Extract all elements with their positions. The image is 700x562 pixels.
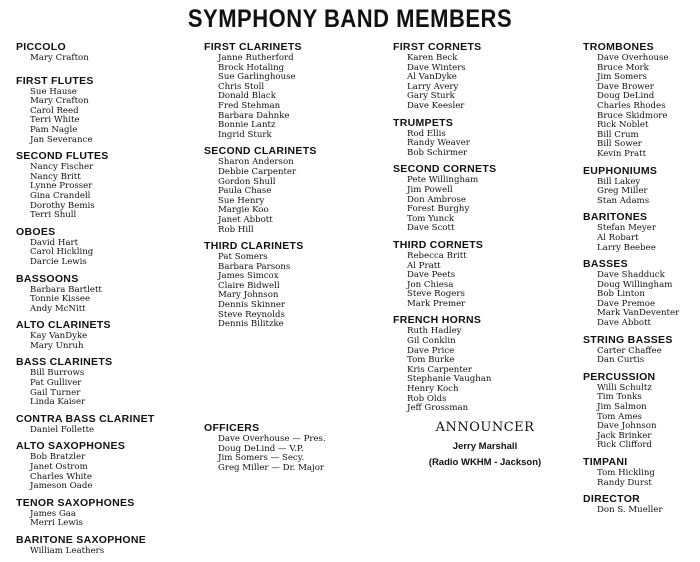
instrument-section	[583, 211, 698, 253]
member-name: Mark VanDeventer	[597, 308, 680, 319]
member-list	[583, 224, 698, 253]
instrument-section	[393, 163, 578, 234]
section-heading: FIRST CLARINETS	[204, 41, 302, 53]
member-name: Bill Sower	[597, 139, 642, 150]
member-name: Jim Somers	[597, 72, 647, 83]
member-name: Donald Black	[218, 91, 276, 102]
member-name: Charles Rhodes	[597, 100, 666, 111]
officers-section	[204, 422, 404, 473]
member-name: Steve Rogers	[407, 289, 465, 300]
section-heading: ALTO CLARINETS	[16, 319, 111, 332]
member-list	[16, 426, 196, 436]
member-name: Margie Koo	[218, 205, 269, 216]
section-heading: BARITONES	[583, 211, 648, 224]
instrument-section	[583, 165, 698, 207]
member-name: Tom Ames	[597, 411, 642, 422]
section-heading: PERCUSSION	[583, 370, 656, 383]
member-name: Bonnie Lantz	[218, 120, 276, 131]
instrument-section	[16, 319, 196, 351]
column-1	[16, 41, 196, 562]
member-name: Brock Hotaling	[218, 62, 285, 73]
member-name: Jameson Oade	[30, 481, 93, 492]
member-name: Paula Chase	[218, 186, 272, 197]
member-name: Jan Severance	[30, 134, 93, 145]
member-name: Gary Sturk	[407, 91, 455, 102]
member-list	[393, 54, 578, 112]
member-name: Kris Carpenter	[407, 364, 472, 375]
member-name: Janet Ostrom	[30, 462, 88, 473]
member-name: Bruce Mork	[597, 62, 649, 73]
member-name: Forest Burghy	[407, 204, 470, 215]
member-name: Don S. Mueller	[597, 505, 663, 516]
section-heading: BARITONE SAXOPHONE	[16, 534, 147, 546]
member-name: Dave Overhouse	[597, 53, 669, 63]
member-name: Karen Beck	[407, 53, 458, 63]
member-name: Dave Brower	[597, 81, 654, 92]
member-name: Rick Clifford	[597, 440, 652, 451]
member-list	[393, 176, 578, 234]
member-list	[583, 384, 698, 451]
member-list	[16, 163, 196, 221]
member-list	[393, 252, 578, 310]
section-heading: TENOR SAXOPHONES	[16, 496, 135, 509]
member-list	[204, 54, 389, 140]
member-name: Sue Henry	[218, 195, 265, 206]
member-list	[16, 510, 196, 529]
officer-name: Greg Miller — Dr. Major	[218, 462, 324, 473]
member-name: Tonnie Kissee	[30, 294, 91, 305]
instrument-section	[16, 356, 196, 407]
instrument-section	[204, 240, 389, 330]
member-name: Pat Gulliver	[30, 378, 82, 389]
member-name: Charles White	[30, 471, 92, 482]
member-name: Dave Abbott	[597, 318, 651, 329]
officer-list	[204, 435, 404, 473]
member-name: Don Ambrose	[407, 194, 466, 205]
section-heading: SECOND FLUTES	[16, 150, 109, 163]
member-list	[16, 453, 196, 491]
member-name: Tim Tonks	[597, 392, 642, 403]
member-name: David Hart	[30, 237, 79, 248]
member-name: Tom Yunck	[407, 213, 455, 224]
member-name: Carol Reed	[30, 105, 79, 116]
member-name: Linda Kaiser	[30, 397, 86, 408]
member-name: Mary Unruh	[30, 340, 84, 351]
section-heading: BASS CLARINETS	[16, 356, 113, 369]
member-name: Kay VanDyke	[30, 331, 88, 342]
member-name: Dave Shadduck	[597, 270, 665, 281]
member-name: Nancy Britt	[30, 171, 81, 182]
member-name: Dennis Skinner	[218, 300, 286, 311]
member-list	[16, 332, 196, 351]
member-name: Jim Powell	[407, 184, 453, 195]
member-name: Dave Peets	[407, 270, 456, 281]
member-name: Gina Crandell	[30, 190, 91, 201]
member-list	[16, 286, 196, 315]
member-name: Dave Price	[407, 345, 455, 356]
section-heading: OBOES	[16, 225, 56, 238]
member-name: Lynne Prosser	[30, 181, 93, 192]
member-name: Nancy Fischer	[30, 162, 94, 173]
member-name: Stefan Meyer	[597, 223, 656, 234]
section-heading: OFFICERS	[204, 422, 260, 434]
section-heading: FRENCH HORNS	[393, 314, 482, 327]
instrument-section	[393, 117, 578, 159]
section-heading: CONTRA BASS CLARINET	[16, 412, 155, 425]
section-heading: FIRST CORNETS	[393, 41, 482, 53]
member-name: Jeff Grossman	[407, 403, 469, 414]
member-name: Bill Crum	[597, 129, 639, 140]
member-name: Daniel Follette	[30, 424, 95, 435]
member-name: Larry Avery	[407, 81, 459, 92]
instrument-section	[16, 75, 196, 146]
member-name: Mary Crafton	[30, 96, 89, 107]
instrument-section	[204, 41, 389, 140]
instrument-section	[393, 41, 578, 112]
member-name: Rob Hill	[218, 224, 254, 235]
section-heading: TRUMPETS	[393, 116, 454, 129]
section-heading: THIRD CLARINETS	[204, 240, 304, 253]
column-4	[583, 41, 698, 521]
member-list	[16, 88, 196, 146]
member-name: Carol Hickling	[30, 247, 94, 258]
member-name: Barbara Parsons	[218, 261, 291, 272]
instrument-section	[393, 314, 578, 413]
instrument-section	[583, 456, 698, 488]
member-name: Larry Beebee	[597, 242, 656, 253]
member-name: Bob Bratzler	[30, 452, 86, 463]
member-name: Gil Conklin	[407, 336, 456, 347]
member-name: Al Pratt	[407, 260, 441, 271]
section-heading: BASSES	[583, 258, 628, 271]
member-name: Bob Linton	[597, 289, 645, 300]
member-name: Rod Ellis	[407, 128, 446, 139]
member-name: Jon Chiesa	[407, 279, 454, 290]
member-name: Mary Johnson	[218, 290, 279, 301]
member-list	[583, 506, 698, 516]
member-list	[583, 469, 698, 488]
member-name: Kevin Pratt	[597, 148, 647, 159]
member-name: Tom Hickling	[597, 468, 655, 478]
member-name: Al Robart	[597, 232, 639, 243]
instrument-section	[583, 334, 698, 366]
member-name: Rob Olds	[407, 393, 447, 404]
instrument-section	[583, 258, 698, 329]
member-name: Willi Schultz	[597, 382, 652, 393]
member-list	[583, 178, 698, 207]
member-name: James Gaa	[30, 508, 77, 519]
member-name: Pam Nagle	[30, 124, 78, 135]
member-name: Pat Somers	[218, 252, 268, 263]
member-list	[16, 54, 196, 64]
member-name: Doug Willingham	[597, 279, 673, 290]
member-name: Claire Bidwell	[218, 280, 280, 291]
member-name: Dave Scott	[407, 223, 455, 234]
member-name: Bruce Skidmore	[597, 110, 668, 121]
member-name: Al VanDyke	[407, 72, 457, 83]
member-name: Randy Weaver	[407, 138, 470, 149]
instrument-section	[583, 41, 698, 160]
member-name: Darcie Lewis	[30, 256, 87, 267]
section-heading: TROMBONES	[583, 41, 654, 53]
column-2	[204, 41, 389, 335]
section-heading: DIRECTOR	[583, 493, 641, 506]
member-name: Ruth Hadley	[407, 326, 462, 337]
member-name: Stan Adams	[597, 195, 650, 206]
instrument-section	[16, 413, 196, 436]
officer-name: Doug DeLind — V.P.	[218, 443, 304, 454]
member-name: Dave Winters	[407, 62, 466, 73]
section-heading: TIMPANI	[583, 456, 628, 468]
instrument-section	[204, 145, 389, 235]
member-list	[204, 253, 389, 330]
member-name: Gordon Shull	[218, 176, 276, 187]
member-name: Bob Schirmer	[407, 147, 468, 158]
member-name: Dorothy Bemis	[30, 200, 95, 211]
instrument-section	[16, 273, 196, 315]
member-list	[393, 327, 578, 413]
member-name: Dave Johnson	[597, 421, 657, 432]
instrument-section	[393, 239, 578, 310]
member-list	[16, 239, 196, 268]
member-name: Doug DeLind	[597, 91, 655, 102]
member-name: Jack Brinker	[597, 430, 652, 441]
member-name: Barbara Bartlett	[30, 284, 102, 295]
member-name: Greg Miller	[597, 186, 648, 197]
announcer-title: ANNOUNCER	[435, 420, 535, 435]
member-name: Steve Reynolds	[218, 309, 285, 320]
member-name: Stephanie Vaughan	[407, 374, 492, 385]
officer-name: Jim Somers — Secy.	[218, 453, 305, 464]
member-name: Fred Stehman	[218, 100, 281, 111]
member-name: Dennis Bilitzke	[218, 319, 284, 330]
section-heading: ALTO SAXOPHONES	[16, 440, 126, 453]
member-name: Dan Curtis	[597, 355, 645, 366]
member-list	[16, 369, 196, 407]
section-heading: PICCOLO	[16, 41, 66, 53]
member-name: Bill Burrows	[30, 368, 85, 379]
section-heading: FIRST FLUTES	[16, 74, 94, 87]
member-name: Terri Shull	[30, 210, 77, 221]
officer-name: Dave Overhouse — Pres.	[218, 434, 326, 444]
member-name: Debbie Carpenter	[218, 166, 297, 177]
member-name: Carter Chaffee	[597, 345, 662, 356]
member-name: Andy McNitt	[30, 303, 86, 314]
page-title: SYMPHONY BAND MEMBERS	[187, 4, 513, 33]
member-name: Merri Lewis	[30, 518, 83, 529]
member-list	[583, 271, 698, 329]
member-name: Chris Stoll	[218, 81, 265, 92]
member-name: Randy Durst	[597, 477, 652, 488]
member-name: Henry Koch	[407, 384, 459, 395]
section-heading: THIRD CORNETS	[393, 238, 484, 251]
member-name: Gail Turner	[30, 387, 81, 398]
instrument-section	[16, 226, 196, 268]
instrument-section	[16, 41, 196, 64]
column-3	[393, 41, 578, 419]
member-name: Tom Burke	[407, 355, 455, 366]
member-name: Mark Premer	[407, 298, 466, 309]
member-name: Sue Garlinghouse	[218, 72, 296, 83]
member-name: Pete Willingham	[407, 175, 479, 186]
member-name: Sue Hause	[30, 86, 77, 97]
member-name: Rebecca Britt	[407, 250, 467, 261]
member-name: Mary Crafton	[30, 53, 89, 63]
section-heading: SECOND CORNETS	[393, 163, 497, 176]
member-name: Sharon Anderson	[218, 157, 294, 168]
member-name: Janet Abbott	[218, 214, 273, 225]
member-list	[393, 130, 578, 159]
member-name: Ingrid Sturk	[218, 129, 272, 140]
member-name: William Leathers	[30, 546, 105, 556]
announcer-station: (Radio WKHM - Jackson)	[428, 457, 542, 468]
member-list	[583, 54, 698, 160]
instrument-section	[16, 440, 196, 491]
member-name: Bill Lakey	[597, 176, 641, 187]
instrument-section	[583, 493, 698, 516]
section-heading: STRING BASSES	[583, 333, 673, 346]
member-name: Janne Rutherford	[218, 53, 294, 63]
instrument-section	[16, 150, 196, 221]
announcer-block	[400, 420, 570, 471]
section-heading: EUPHONIUMS	[583, 164, 658, 177]
member-list	[16, 547, 196, 557]
instrument-section	[583, 371, 698, 451]
member-name: Barbara Dahnke	[218, 110, 290, 121]
instrument-section	[16, 497, 196, 529]
member-list	[204, 158, 389, 235]
member-name: Rick Noblet	[597, 120, 649, 131]
member-name: Dave Keesler	[407, 100, 465, 111]
member-name: James Simcox	[218, 271, 279, 282]
member-name: Dave Premoe	[597, 298, 656, 309]
member-name: Terri White	[30, 115, 80, 126]
instrument-section	[16, 534, 196, 557]
section-heading: SECOND CLARINETS	[204, 145, 317, 158]
section-heading: BASSOONS	[16, 272, 79, 285]
member-list	[583, 347, 698, 366]
announcer-name: Jerry Marshall	[452, 441, 518, 452]
member-name: Jim Salmon	[597, 402, 647, 413]
